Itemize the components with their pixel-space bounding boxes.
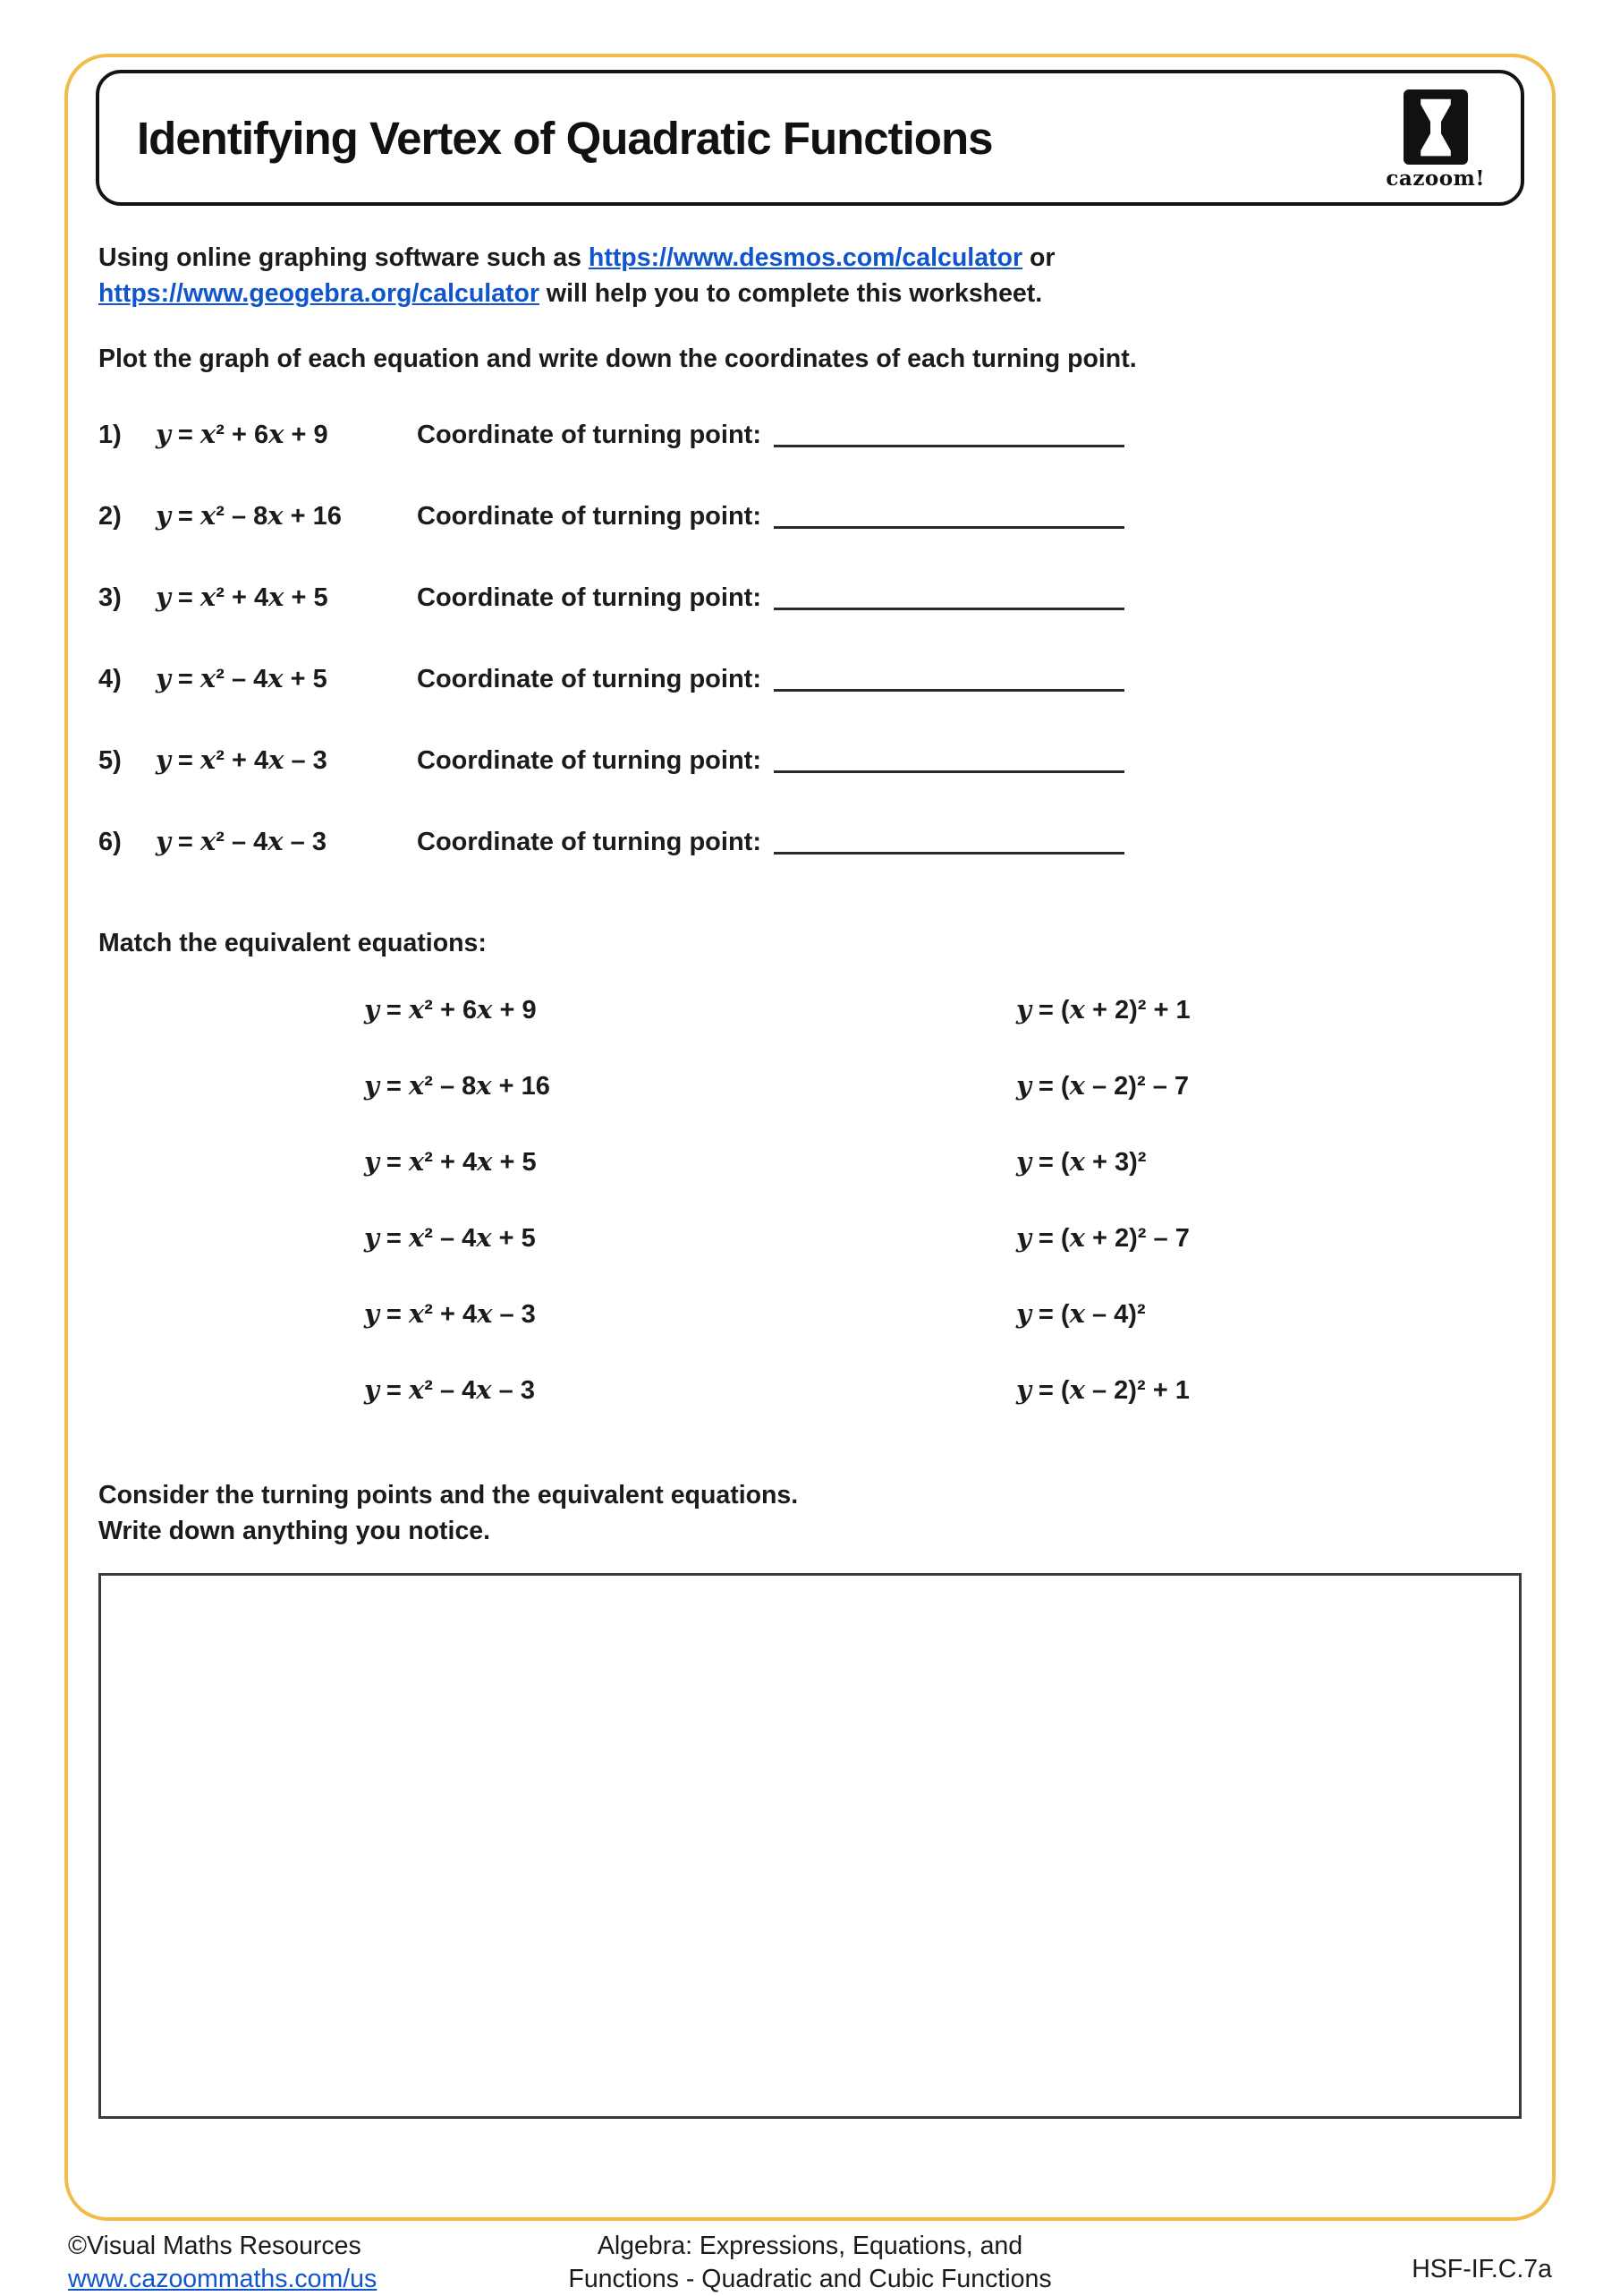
intro-text-1: Using online graphing software such as	[98, 243, 589, 272]
problem-row	[98, 582, 1522, 613]
notes-box[interactable]	[98, 1573, 1522, 2119]
coordinate-label: Coordinate of turning point:	[417, 745, 761, 775]
problem-number: 4)	[98, 664, 122, 693]
problem-equation: y = x² + 4x – 3	[156, 744, 327, 775]
match-section	[98, 994, 1522, 1406]
problem-row	[98, 419, 1522, 450]
match-row	[98, 994, 1522, 1025]
consider-line-1: Consider the turning points and the equivalent equations.	[98, 1480, 799, 1509]
answer-blank-6[interactable]	[774, 852, 1124, 855]
intro-text-2: or	[1022, 243, 1056, 272]
match-row	[98, 1374, 1522, 1406]
problem-number: 1)	[98, 420, 122, 449]
problem-equation: y = x² + 6x + 9	[156, 418, 328, 449]
footer-standard-code: HSF-IF.C.7a	[1412, 2255, 1552, 2283]
intro-text-3: will help you to complete this worksheet.	[539, 279, 1043, 309]
page-footer	[68, 2230, 1552, 2294]
problem-equation: y = x² – 4x + 5	[156, 662, 327, 693]
cazoom-logo	[1386, 89, 1485, 191]
problem-number: 6)	[98, 827, 122, 856]
worksheet-content	[98, 240, 1522, 2119]
desmos-link[interactable]: https://www.desmos.com/calculator	[588, 243, 1023, 272]
consider-text	[98, 1477, 1522, 1550]
match-right-equation: y = (x – 2)² + 1	[1016, 1373, 1190, 1405]
match-left-equation: y = x² + 4x – 3	[364, 1297, 536, 1329]
answer-blank-1[interactable]	[774, 445, 1124, 447]
problem-equation: y = x² + 4x + 5	[156, 581, 328, 612]
coordinate-label: Coordinate of turning point:	[417, 827, 761, 856]
problem-equation: y = x² – 4x – 3	[156, 825, 327, 856]
match-right-equation: y = (x – 4)²	[1016, 1297, 1146, 1329]
plot-instruction: Plot the graph of each equation and write down the coordinates of each turning point.	[98, 344, 1137, 373]
problems-list	[98, 419, 1522, 857]
match-left-equation: y = x² – 4x + 5	[364, 1221, 536, 1253]
problem-number: 5)	[98, 745, 122, 775]
footer-topic-line-2: Functions - Quadratic and Cubic Functions	[568, 2265, 1052, 2294]
copyright-text: ©Visual Maths Resources	[68, 2232, 361, 2260]
match-left-equation: y = x² – 8x + 16	[364, 1069, 550, 1101]
problem-row	[98, 744, 1522, 776]
cazoommaths-link[interactable]: www.cazoommaths.com/us	[68, 2265, 377, 2294]
problem-number: 3)	[98, 583, 122, 612]
problem-row	[98, 826, 1522, 857]
match-right-equation: y = (x – 2)² – 7	[1016, 1069, 1190, 1101]
match-row	[98, 1222, 1522, 1254]
answer-blank-3[interactable]	[774, 608, 1124, 610]
match-right-equation: y = (x + 3)²	[1016, 1145, 1147, 1177]
coordinate-label: Coordinate of turning point:	[417, 664, 761, 693]
title-box	[96, 70, 1524, 206]
page-title: Identifying Vertex of Quadratic Functions	[137, 112, 993, 164]
footer-topic	[68, 2230, 1552, 2296]
problem-equation: y = x² – 8x + 16	[156, 499, 342, 531]
problem-row	[98, 663, 1522, 694]
answer-blank-2[interactable]	[774, 526, 1124, 529]
match-left-equation: y = x² + 6x + 9	[364, 993, 537, 1025]
match-heading: Match the equivalent equations:	[98, 928, 487, 957]
match-row	[98, 1070, 1522, 1101]
match-right-equation: y = (x + 2)² – 7	[1016, 1221, 1190, 1253]
match-left-equation: y = x² + 4x + 5	[364, 1145, 537, 1177]
consider-line-2: Write down anything you notice.	[98, 1517, 491, 1546]
intro-paragraph	[98, 240, 1522, 312]
match-left-equation: y = x² – 4x – 3	[364, 1373, 535, 1405]
problem-number: 2)	[98, 501, 122, 531]
coordinate-label: Coordinate of turning point:	[417, 501, 761, 531]
answer-blank-4[interactable]	[774, 689, 1124, 692]
coordinate-label: Coordinate of turning point:	[417, 583, 761, 612]
geogebra-link[interactable]: https://www.geogebra.org/calculator	[98, 279, 540, 309]
problem-row	[98, 500, 1522, 531]
cazoom-logo-text: cazoom!	[1386, 166, 1485, 191]
match-right-equation: y = (x + 2)² + 1	[1016, 993, 1191, 1025]
coordinate-label: Coordinate of turning point:	[417, 420, 761, 449]
answer-blank-5[interactable]	[774, 770, 1124, 773]
match-row	[98, 1298, 1522, 1330]
cazoom-logo-icon	[1404, 89, 1468, 166]
match-row	[98, 1146, 1522, 1178]
footer-topic-line-1: Algebra: Expressions, Equations, and	[597, 2232, 1023, 2260]
